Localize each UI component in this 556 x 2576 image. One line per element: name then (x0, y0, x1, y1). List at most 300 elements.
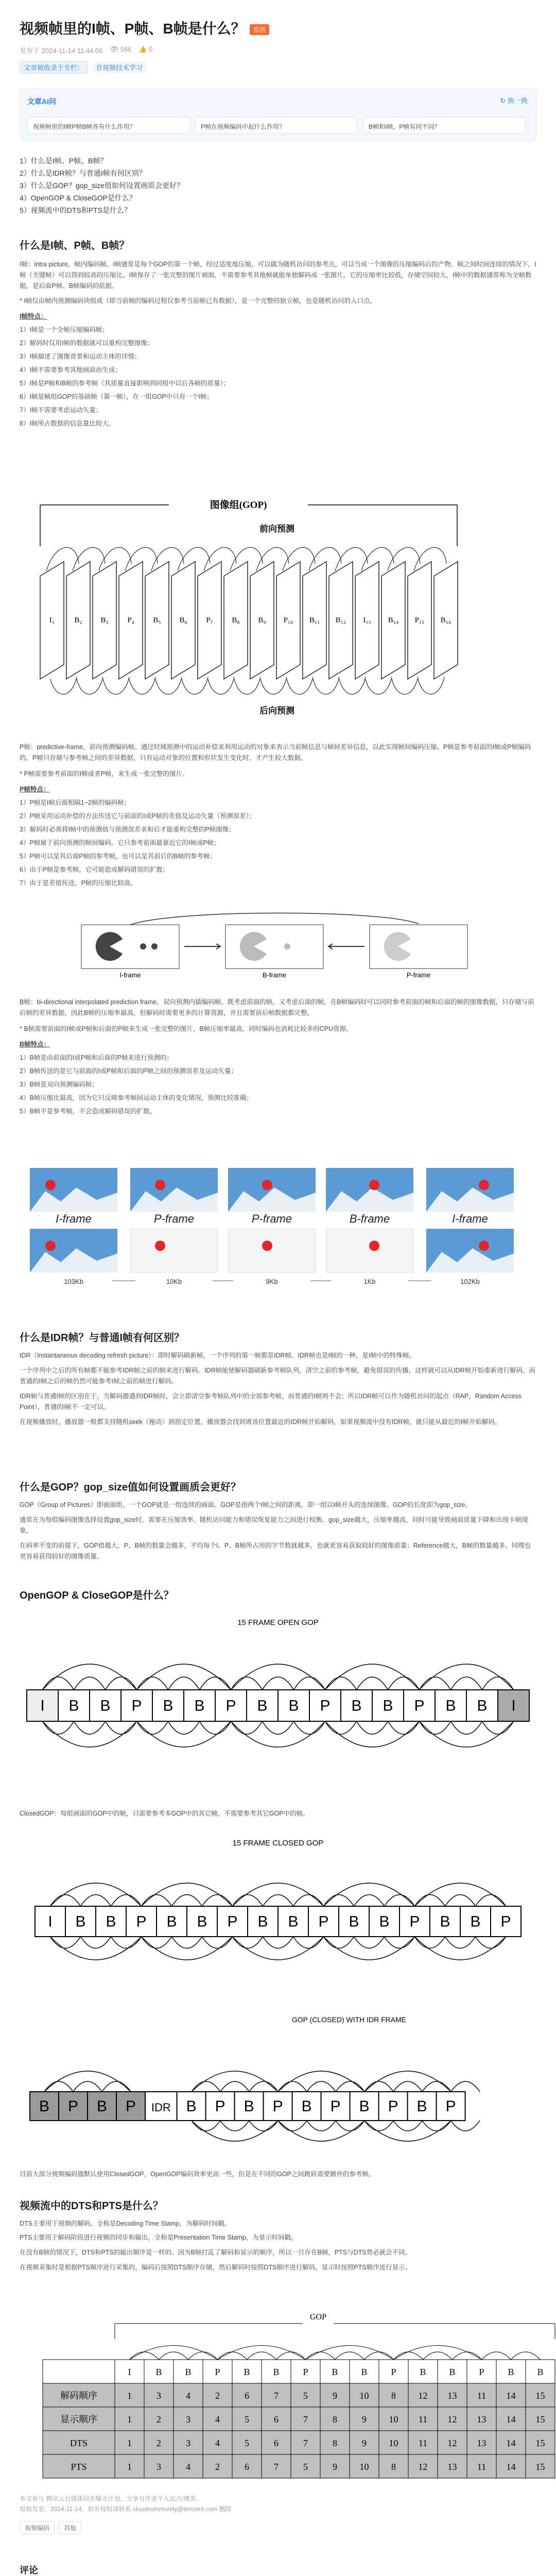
frame-type-label: P-frame (153, 1212, 195, 1225)
reference-arc (263, 1677, 294, 1690)
toc-item[interactable]: 2）什么是IDR帧？与普通I帧有何区别？ (20, 169, 146, 177)
reference-arc (394, 2352, 423, 2360)
comments-heading: 评论 (20, 2565, 38, 2575)
red-ball (479, 1241, 489, 1251)
red-ball (45, 1180, 56, 1190)
reference-arc (306, 2346, 394, 2360)
frame-header-label: B (537, 2367, 544, 2377)
gop-frame-label: B (257, 1913, 268, 1930)
toc-item[interactable]: 4）OpenGOP & CloseGOP是什么？ (20, 194, 136, 202)
list-item: 1）B帧是由前面的I或P帧和后面的P帧来进行预测的； (20, 1054, 173, 1061)
table-value: 5 (245, 2438, 249, 2448)
frame-size-figure (20, 1162, 536, 1311)
frame-label: P₇ (206, 616, 213, 624)
backward-arc (234, 677, 260, 694)
gop-diagram (20, 484, 536, 726)
backward-arc (129, 677, 155, 694)
table-value: 15 (535, 2438, 545, 2448)
gop-frame-label: P (225, 1697, 236, 1715)
idr-gop-title: GOP (CLOSED) WITH IDR FRAME (291, 2015, 407, 2024)
reference-arc (476, 1895, 506, 1907)
gop-frame-label: B (383, 1697, 393, 1715)
reference-arc (388, 1677, 420, 1690)
reference-arc (233, 1937, 263, 1948)
tag-chip[interactable]: 其他 (59, 2521, 81, 2534)
frame-label: P₁₅ (414, 616, 425, 624)
gop-frame-label: B (379, 1913, 390, 1930)
article-tags (20, 2521, 536, 2534)
toc-item[interactable]: 1）什么是I帧、P帧、B帧？ (20, 157, 108, 165)
reference-arc (278, 2121, 307, 2131)
toc-item[interactable]: 3）什么是GOP？gop_size值如何设置画质会更好？ (20, 181, 184, 190)
reference-arc (445, 1937, 476, 1948)
table-value: 14 (506, 2414, 516, 2425)
ai-question-3[interactable]: B帧和I帧、P帧有何不同？ (363, 117, 526, 133)
frame-size-label: 102Kb (460, 1278, 480, 1285)
traits-title: B帧特点： (20, 1041, 50, 1048)
table-value: 13 (477, 2438, 486, 2448)
table-value: 4 (186, 2462, 190, 2472)
reference-arc (420, 1677, 451, 1690)
reference-arc (50, 1937, 81, 1948)
reference-arc (393, 2081, 422, 2092)
likes-count[interactable]: 👍 0 (138, 45, 153, 53)
reference-arc (159, 2352, 188, 2360)
reference-arc (111, 1937, 142, 1948)
toc-item[interactable]: 5）视频流中的DTS和PTS是什么？ (20, 206, 132, 214)
backward-arc (155, 677, 182, 694)
table-value: 10 (359, 2391, 369, 2401)
paragraph: DTS主要用于视频的解码，全称是Decoding Time Stamp，为解码时间戳。 (20, 2220, 231, 2227)
reference-arc (482, 2352, 511, 2360)
table-value: 15 (535, 2414, 545, 2425)
p-frame-caption: P-frame (406, 971, 431, 979)
reference-arc (445, 1895, 476, 1907)
frame-size-label: 103Kb (64, 1278, 83, 1285)
reference-arc (44, 2081, 73, 2092)
traits-list (20, 323, 536, 430)
table-value: 7 (274, 2462, 279, 2472)
frame-header-label: B (449, 2367, 456, 2377)
frame-header-label: B (244, 2367, 250, 2377)
reference-arc (81, 1937, 111, 1948)
gop-frame-label: B (163, 1697, 173, 1715)
backward-arc (208, 677, 234, 694)
table-value: 15 (535, 2462, 545, 2472)
open-gop-figure (20, 1613, 536, 1798)
table-value: 6 (245, 2462, 249, 2472)
reference-arc (422, 2121, 451, 2131)
section-gop (20, 1479, 536, 1562)
reference-arc (43, 1721, 74, 1734)
ai-question-2[interactable]: P帧在视频编码中起什么作用？ (195, 117, 358, 133)
table-value: 14 (506, 2391, 516, 2401)
table-value: 12 (418, 2391, 428, 2401)
gop-frame-label: P (388, 2098, 398, 2115)
table-value: 11 (477, 2391, 486, 2401)
backward-label: 后向预测 (259, 706, 294, 716)
row-label: DTS (70, 2438, 88, 2448)
table-value: 1 (127, 2438, 132, 2448)
gop-frame-label: B (194, 1697, 205, 1715)
refresh-button[interactable]: ↻ 换一换 (500, 97, 528, 105)
reference-arc (306, 2352, 335, 2360)
gop-label: 图像组(GOP) (210, 500, 267, 511)
table-value: 12 (418, 2462, 428, 2472)
reference-arc (324, 1937, 354, 1948)
reference-arc (202, 1895, 233, 1907)
reference-arc (354, 1937, 385, 1948)
table-value: 14 (506, 2438, 516, 2448)
reference-arc (394, 2346, 482, 2360)
reference-arc (111, 1895, 142, 1907)
reference-arc (74, 1721, 106, 1734)
reference-arc (218, 2352, 247, 2360)
gop-frame-label: B (445, 1697, 456, 1715)
reference-arc (393, 2121, 422, 2131)
publish-date: 发布于 2024-11-14 11:44:06 (20, 47, 103, 55)
reference-arc (294, 1721, 325, 1734)
table-value: 10 (359, 2462, 369, 2472)
list-item: 4）P帧属于前向预测的帧间编码。它只参考前面最靠近它的I帧或P帧； (20, 839, 220, 846)
section-dts-pts (20, 2197, 536, 2273)
gop-frame-label: B (416, 2098, 427, 2115)
footer-note: 本文参与 腾讯云自媒体同步曝光计划，分享自作者个人站点/博客。 (20, 2495, 202, 2502)
reference-arc (188, 2352, 218, 2360)
gop-frame-label: I (40, 1697, 45, 1715)
list-item: 2）解码时仅用I帧的数据就可以重构完整图像； (20, 340, 154, 347)
reference-arc (102, 2081, 131, 2092)
frame-label: B₆ (179, 616, 187, 624)
idr-gop-figure (20, 2012, 536, 2166)
footer-note: 原始发表：2024-11-14，如有侵权请联系 cloudcommunity@tencent.com 删除 (20, 2505, 232, 2513)
reference-arc (482, 1677, 514, 1690)
table-value: 3 (186, 2414, 190, 2425)
reference-arc (130, 2352, 159, 2360)
section-idr (20, 1329, 536, 1428)
table-corner-cell (43, 2360, 115, 2383)
reference-arc (385, 1895, 415, 1907)
reference-arc (192, 2081, 220, 2092)
table-value: 2 (215, 2391, 220, 2401)
table-value: 6 (245, 2391, 249, 2401)
section-heading: 视频流中的DTS和PTS是什么？ (20, 2200, 163, 2212)
original-badge: 原创 (250, 24, 269, 35)
gop-frame-label: B (244, 2098, 254, 2115)
table-value: 1 (127, 2414, 132, 2425)
frame-header-label: P (479, 2367, 484, 2377)
reference-arc (511, 2352, 541, 2360)
paragraph: GOP（Group of Pictures）即画面组，一个GOP就是一组连续的画面。GOP是指两个I帧之间的距离，即一组以I帧开头的连续图像。GOP的长度即为gop_size。 (20, 1501, 472, 1509)
reference-arc (451, 1677, 482, 1690)
gop-frame-label: I (511, 1697, 516, 1715)
backward-arc (182, 677, 208, 694)
reference-arc (106, 1721, 137, 1734)
reference-arc (423, 2352, 453, 2360)
list-item: 5）B帧不是参考帧，不会造成解码错误的扩散。 (20, 1108, 157, 1115)
section-p-frame (20, 742, 536, 890)
paragraph: 在视频采集时是根据PTS顺序进行采集的，编码后按照DTS顺序存储，然后解码时按照DTS顺序进行解码，显示时按照PTS顺序进行显示。 (20, 2264, 412, 2271)
frame-header-label: P (303, 2367, 308, 2377)
frame-header-label: P (215, 2367, 220, 2377)
table-value: 4 (186, 2391, 190, 2401)
reference-arc (324, 1895, 354, 1907)
reference-arc (130, 2346, 218, 2360)
frame-size-label: 10Kb (166, 1278, 182, 1285)
table-value: 10 (389, 2438, 398, 2448)
reference-arc (249, 2121, 278, 2131)
reference-arc (220, 2121, 249, 2131)
red-ball (262, 1180, 272, 1190)
list-item: 1）I帧是一个全帧压缩编码帧； (20, 326, 109, 333)
gop-frame-label: P (500, 1913, 511, 1930)
column-label: 文章被收录于专栏： (20, 61, 88, 74)
ai-question-1[interactable]: 视频帧里的I帧P帧B帧各有什么作用？ (27, 117, 190, 133)
article-meta (20, 45, 152, 55)
reference-arc (249, 2081, 278, 2092)
backward-arc (50, 677, 77, 694)
red-ball (369, 1241, 379, 1251)
table-value: 11 (418, 2438, 428, 2448)
table-value: 8 (391, 2391, 396, 2401)
row-label: PTS (71, 2462, 87, 2472)
reference-arc (336, 2121, 364, 2131)
table-value: 8 (391, 2462, 396, 2472)
table-value: 5 (303, 2462, 308, 2472)
table-value: 7 (303, 2438, 308, 2448)
gop-frame-label: P (272, 2098, 283, 2115)
gop-frame-label: B (470, 1913, 481, 1930)
table-value: 3 (157, 2462, 161, 2472)
list-item: 2）P帧采用运动补偿的方法传送它与前面的I或P帧的差值及运动矢量（预测误差）； (20, 812, 256, 820)
list-item: 3）I帧描述了图像背景和运动主体的详情； (20, 353, 141, 360)
frame-size-label: 9Kb (266, 1278, 278, 1285)
table-value: 1 (127, 2462, 132, 2472)
ai-question-box (20, 89, 536, 141)
list-item: 1）P帧是I帧后面相隔1~2帧的编码帧； (20, 799, 130, 806)
red-ball (479, 1180, 489, 1190)
frame-label: P₁₀ (283, 616, 293, 624)
reference-arc (202, 1937, 233, 1948)
reference-arc (388, 1721, 420, 1734)
gop-frame-label: B (197, 1913, 207, 1930)
frame-label: I₁₃ (363, 616, 371, 624)
row-label: 显示顺序 (60, 2414, 97, 2425)
paragraph: * I帧仅由帧内预测编码块组成（即当前帧的编码过程仅参考当前帧已有数据），是一个完整的独立帧，也是随机访问的入口点。 (20, 297, 377, 304)
section-i-frame (20, 237, 536, 430)
reference-arc (307, 2121, 336, 2131)
list-item: 7）由于是差值传送，P帧的压缩比较高。 (20, 879, 137, 887)
tag-chip[interactable]: 视频编码 (20, 2521, 55, 2534)
reference-arc (451, 2121, 480, 2131)
frame-header-label: B (332, 2367, 338, 2377)
reference-arc (335, 2352, 364, 2360)
table-value: 8 (333, 2438, 337, 2448)
gop-frame-label: B (68, 1697, 79, 1715)
frame-type-label: B-frame (349, 1212, 390, 1225)
backward-arc (287, 677, 313, 694)
backward-arc (418, 677, 444, 694)
table-value: 13 (477, 2414, 486, 2425)
gop-frames-figure (20, 484, 536, 726)
table-value: 1 (127, 2391, 132, 2401)
paragraph: 在视频播放时，播放器一般都支持随机seek（拖动）到指定位置，播放器会找到离该位置最近的IDR帧开始解码，如果视频流中没有IDR帧，就只能从最近的I帧开始解码。 (20, 1418, 501, 1426)
gop-frame-label: I (48, 1913, 53, 1930)
frame-header-label: B (185, 2367, 192, 2377)
gop-frame-label: P (131, 1697, 142, 1715)
table-value: 3 (157, 2391, 161, 2401)
reference-arc (200, 1677, 231, 1690)
frame-type-label: I-frame (452, 1212, 488, 1225)
gop-frame-label: B (257, 1697, 268, 1715)
reference-arc (74, 1677, 106, 1690)
traits-title: P帧特点： (20, 786, 50, 793)
reference-arc (385, 1937, 415, 1948)
gop-frame-label: B (75, 1913, 86, 1930)
section-heading: OpenGOP & CloseGOP是什么？ (20, 1590, 174, 1601)
frame-label: B₂ (74, 616, 82, 624)
table-value: 7 (274, 2391, 279, 2401)
section-heading: 什么是IDR帧？与普通I帧有何区别？ (20, 1332, 184, 1344)
gop-frame-label: P (227, 1913, 238, 1930)
ai-box-title: 文章AI问 (27, 97, 56, 106)
reference-arc (50, 1895, 81, 1907)
reference-arc (451, 2081, 480, 2092)
reference-arc (357, 1677, 388, 1690)
frame-header-label: B (361, 2367, 368, 2377)
dts-pts-table-figure (20, 2308, 545, 2483)
reference-arc (168, 1721, 200, 1734)
list-item: 3）解码时必须将I帧中的预测值与预测误差求和后才能重构完整的P帧图像； (20, 826, 235, 833)
backward-arc (313, 677, 339, 694)
reference-arc (142, 1895, 172, 1907)
row-label: 解码顺序 (60, 2391, 97, 2401)
reference-arc (453, 2352, 482, 2360)
frame-header-label: B (273, 2367, 280, 2377)
frame-label: B₈ (232, 616, 240, 624)
open-gop-title: 15 FRAME OPEN GOP (237, 1618, 319, 1627)
frame-header-label: I (128, 2367, 131, 2377)
table-value: 2 (157, 2414, 161, 2425)
backward-arc (366, 677, 392, 694)
reference-arc (415, 1937, 445, 1948)
table-value: 13 (447, 2462, 457, 2472)
reference-arc (276, 2352, 306, 2360)
gop-frame-label: P (330, 2098, 341, 2115)
list-item: 4）B帧压缩比最高，因为它只反映参考帧间运动主体的变化情况，预测比较准确； (20, 1094, 253, 1101)
backward-arc (260, 677, 287, 694)
section-heading: 什么是I帧、P帧、B帧？ (20, 240, 130, 251)
gop-frame-label: B (96, 2098, 108, 2115)
red-ball (155, 1241, 165, 1251)
forward-label: 前向预测 (259, 524, 294, 534)
reference-arc (231, 1721, 263, 1734)
table-value: 2 (157, 2438, 161, 2448)
reference-arc (293, 1937, 324, 1948)
paragraph: I帧：intra picture，帧内编码帧。I帧通常是每个GOP的第一个帧，经过适度地压缩，可以做为随机访问的参考点，可以当成一个图像的压缩编码后的产物。帧之间时间连续的情况下，I帧（关键帧）可以得到较高的压缩比。I帧保存了一张完整的图片画面，不需要参考其他帧就能单独解码成一张图片，它的压缩率比较低，存储空间较大，I帧中的数据通常称为全帧数据，是后面P帧、B帧编码的依据。 (20, 261, 536, 290)
reference-arc (364, 2081, 393, 2092)
reference-arc (263, 1937, 293, 1948)
article-footer (20, 2494, 536, 2534)
table-value: 5 (303, 2391, 308, 2401)
reference-arc (482, 1721, 514, 1734)
table-value: 10 (389, 2414, 398, 2425)
red-ball (155, 1180, 165, 1190)
closed-gop-figure (20, 1834, 536, 2004)
reference-arc (220, 2081, 249, 2092)
gop-frame-label: B (100, 1697, 111, 1715)
gop-frame-label: B (288, 1913, 299, 1930)
paragraph: IDR帧与普通I帧的区别在于，当解码器遇到IDR帧时，会立即清空参考帧队列中的全部参考帧，而普通的I帧则不会；所以IDR帧可以作为随机访问的起点（RAP，Random Access Point），普通的I帧不一定可以。 (20, 1393, 522, 1411)
table-value: 7 (303, 2414, 308, 2425)
table-value: 8 (333, 2414, 337, 2425)
list-item: 4）I帧不需要参考其他画面而生成； (20, 366, 121, 374)
gop-frame-label: B (351, 1697, 362, 1715)
table-value: 2 (215, 2462, 220, 2472)
table-value: 6 (274, 2414, 279, 2425)
list-item: 2）B帧传送的是它与前面的I或P帧和后面的P帧之间的预测误差及运动矢量； (20, 1067, 237, 1075)
reference-arc (420, 1721, 451, 1734)
column-link[interactable]: 音视频技术学习 (92, 61, 146, 73)
gop-frame-label: B (440, 1913, 450, 1930)
reference-arc (73, 2081, 102, 2092)
gop-frame-label: P (136, 1913, 147, 1930)
list-item: 5）P帧可以是其后面P帧的参考帧，也可以是其前后的B帧的参考帧； (20, 853, 216, 860)
reference-arc (137, 1677, 168, 1690)
table-value: 9 (333, 2462, 337, 2472)
reference-arc (451, 1721, 482, 1734)
encoded-frame-image (326, 1229, 413, 1273)
reference-arc (168, 1677, 200, 1690)
paragraph: 在没有B帧的情况下，DTS和PTS的输出顺序是一样的。因为B帧打乱了解码和显示的顺序，所以一旦存在B帧，PTS与DTS势必就会不同。 (20, 2249, 412, 2256)
table-value: 9 (362, 2414, 367, 2425)
paragraph: 目前大部分视频编码器默认使用ClosedGOP，OpenGOP编码效率更高一些，但是在不同的GOP之间跳转需要额外的参考帧。 (20, 2171, 375, 2178)
reference-arc (307, 2081, 336, 2092)
gop-frame-label: P (320, 1697, 331, 1715)
reference-arc (357, 1721, 388, 1734)
frame-label: B₁₆ (440, 616, 451, 624)
paragraph: 一个序列中之后的所有帧都不能参考IDR帧之前的帧来进行解码。IDR帧能使解码器刷新参考帧队列，清空之前的参考帧，避免错误的传播，这样就可以从IDR帧开始重新进行解码，而普通的I帧之后的帧仍然可能参考I帧之前的帧进行解码。 (20, 1367, 536, 1385)
frame-label: B₁₄ (388, 616, 399, 624)
traits-title: I帧特点： (20, 313, 47, 320)
paragraph: ClosedGOP：每组画面的GOP中的帧，只需要参考本GOP中的其它帧，不需要参考其它GOP中的帧。 (20, 1810, 309, 1817)
table-value: 11 (418, 2414, 428, 2425)
frame-size-label: 1Kb (363, 1278, 376, 1285)
reference-arc (294, 1677, 325, 1690)
paragraph: PTS主要用于解码阶段进行视频的同步和输出，全称是Presentation Time Stamp，为显示时间戳。 (20, 2234, 298, 2241)
reference-arc (142, 1937, 172, 1948)
gop-frame-label: P (409, 1913, 420, 1930)
reference-arc (476, 1937, 506, 1948)
traits-list (20, 796, 536, 890)
frame-type-label: I-frame (56, 1212, 92, 1225)
list-item: 6）I帧是帧组GOP的基础帧（第一帧），在一组GOP中只有一个I帧； (20, 393, 213, 400)
reference-arc (247, 2352, 276, 2360)
section-heading: 什么是GOP？gop_size值如何设置画质会更好？ (20, 1482, 241, 1493)
list-item: 8）I帧所占数据的信息量比较大。 (20, 420, 115, 427)
gop-frame-label: IDR (151, 2101, 171, 2114)
reference-arc (172, 1895, 202, 1907)
paragraph: 通常在为每组编码图像选择设置gop_size时，需要在压缩效率、随机访问能力和错误恢复能力之间进行权衡。gop_size越大，压缩率越高，同时可能导致画面质量下降和出现卡顿现象。 (20, 1516, 528, 1534)
frame-label: B₃ (100, 616, 109, 624)
frame-label: B₉ (258, 616, 266, 624)
table-value: 9 (333, 2391, 337, 2401)
gop-label: GOP (309, 2313, 327, 2321)
gop-frame-label: P (318, 1913, 329, 1930)
gop-frame-label: P (215, 2098, 225, 2115)
gop-frame-label: P (414, 1697, 425, 1715)
gop-frame-label: B (349, 1913, 359, 1930)
